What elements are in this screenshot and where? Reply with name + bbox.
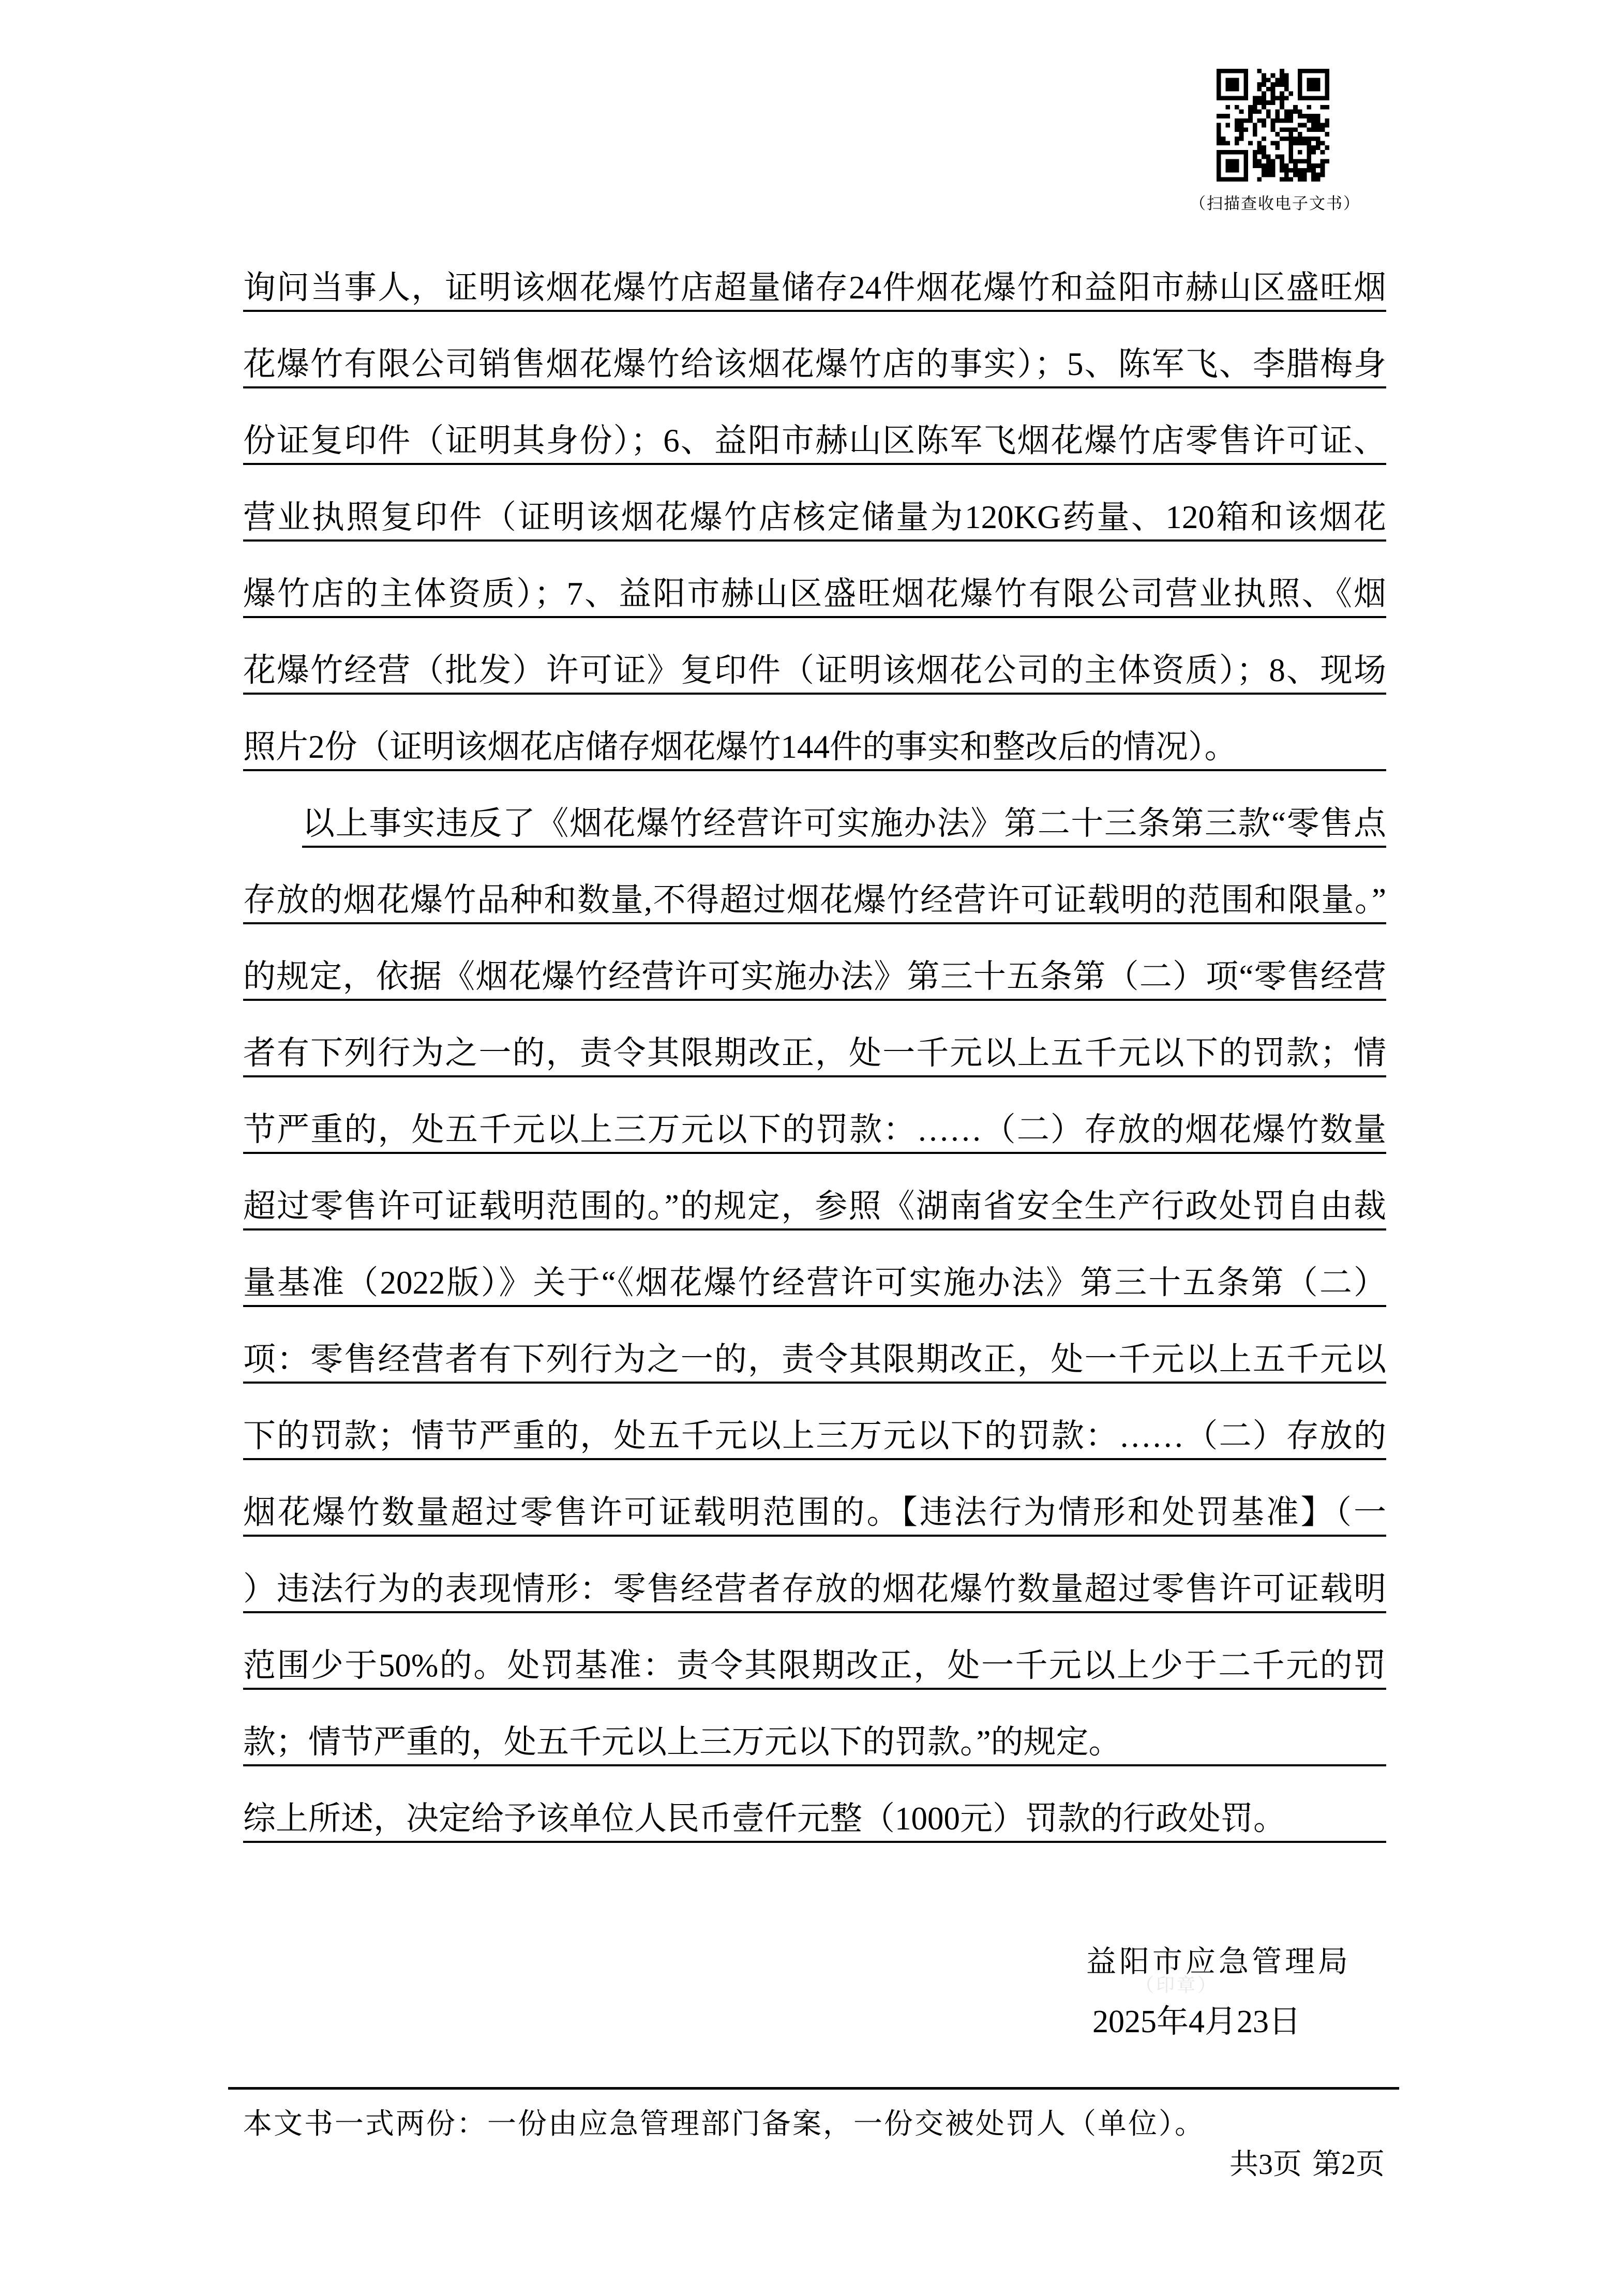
paragraph2-line: 者有下列行为之一的，责令其限期改正，处一千元以上五千元以下的罚款；情: [243, 1001, 1386, 1077]
paragraph1-line: 花爆竹有限公司销售烟花爆竹给该烟花爆竹店的事实）；5、陈军飞、李腊梅身: [243, 312, 1386, 388]
paragraph2-line: 款；情节严重的，处五千元以上三万元以下的罚款。”的规定。: [243, 1690, 1386, 1766]
paragraph2-line: 烟花爆竹数量超过零售许可证载明范围的。【违法行为情形和处罚基准】（一: [243, 1460, 1386, 1537]
footer-divider: [228, 2087, 1399, 2090]
qr-code: [1217, 69, 1329, 182]
paragraph1-line: 询问当事人，证明该烟花爆竹店超量储存24件烟花爆竹和益阳市赫山区盛旺烟: [243, 235, 1386, 312]
paragraph2-line: 量基准（2022版）》关于“《烟花爆竹经营许可实施办法》第三十五条第（二）: [243, 1230, 1386, 1307]
paragraph1-line: 花爆竹经营（批发）许可证》复印件（证明该烟花公司的主体资质）；8、现场: [243, 618, 1386, 695]
paragraph1-line: 份证复印件（证明其身份）；6、益阳市赫山区陈军飞烟花爆竹店零售许可证、: [243, 388, 1386, 465]
paragraph3-line: 综上所述，决定给予该单位人民币壹仟元整（1000元）罚款的行政处罚。: [243, 1766, 1386, 1843]
decision-body-text: [243, 235, 1386, 1843]
paragraph1-line: 照片2份（证明该烟花店储存烟花爆竹144件的事实和整改后的情况）。: [243, 695, 1386, 771]
paragraph1-line: 爆竹店的主体资质）；7、益阳市赫山区盛旺烟花爆竹有限公司营业执照、《烟: [243, 542, 1386, 618]
paragraph2-line: 项：零售经营者有下列行为之一的，责令其限期改正，处一千元以上五千元以: [243, 1307, 1386, 1384]
qr-caption: （扫描查收电子文书）: [1190, 194, 1360, 213]
seal-placeholder: （印章）: [1135, 1975, 1219, 1995]
paragraph2-line: 下的罚款；情节严重的，处五千元以上三万元以下的罚款：……（二）存放的: [243, 1384, 1386, 1460]
paragraph2-line: 节严重的，处五千元以上三万元以下的罚款：……（二）存放的烟花爆竹数量: [243, 1077, 1386, 1154]
total-pages: 共3页: [1229, 2149, 1302, 2181]
current-page: 第2页: [1312, 2149, 1385, 2181]
paragraph2-line: 以上事实违反了《烟花爆竹经营许可实施办法》第二十三条第三款“零售点: [302, 771, 1386, 848]
issuing-authority: 益阳市应急管理局: [1086, 1945, 1352, 1978]
paragraph2-line: 存放的烟花爆竹品种和数量,不得超过烟花爆竹经营许可证载明的范围和限量。”: [243, 848, 1386, 924]
issue-date: 2025年4月23日: [1092, 2004, 1301, 2039]
copies-note: 本文书一式两份：一份由应急管理部门备案，一份交被处罚人（单位）。: [243, 2108, 1205, 2140]
page-number: [1219, 2141, 1385, 2183]
paragraph1-line: 营业执照复印件（证明该烟花爆竹店核定储量为120KG药量、120箱和该烟花: [243, 465, 1386, 542]
paragraph2-line: 范围少于50%的。处罚基准：责令其限期改正，处一千元以上少于二千元的罚: [243, 1613, 1386, 1690]
paragraph2-line: 的规定，依据《烟花爆竹经营许可实施办法》第三十五条第（二）项“零售经营: [243, 924, 1386, 1001]
paragraph2-line: ）违法行为的表现情形：零售经营者存放的烟花爆竹数量超过零售许可证载明: [243, 1537, 1386, 1613]
paragraph2-line: 超过零售许可证载明范围的。”的规定，参照《湖南省安全生产行政处罚自由裁: [243, 1154, 1386, 1230]
